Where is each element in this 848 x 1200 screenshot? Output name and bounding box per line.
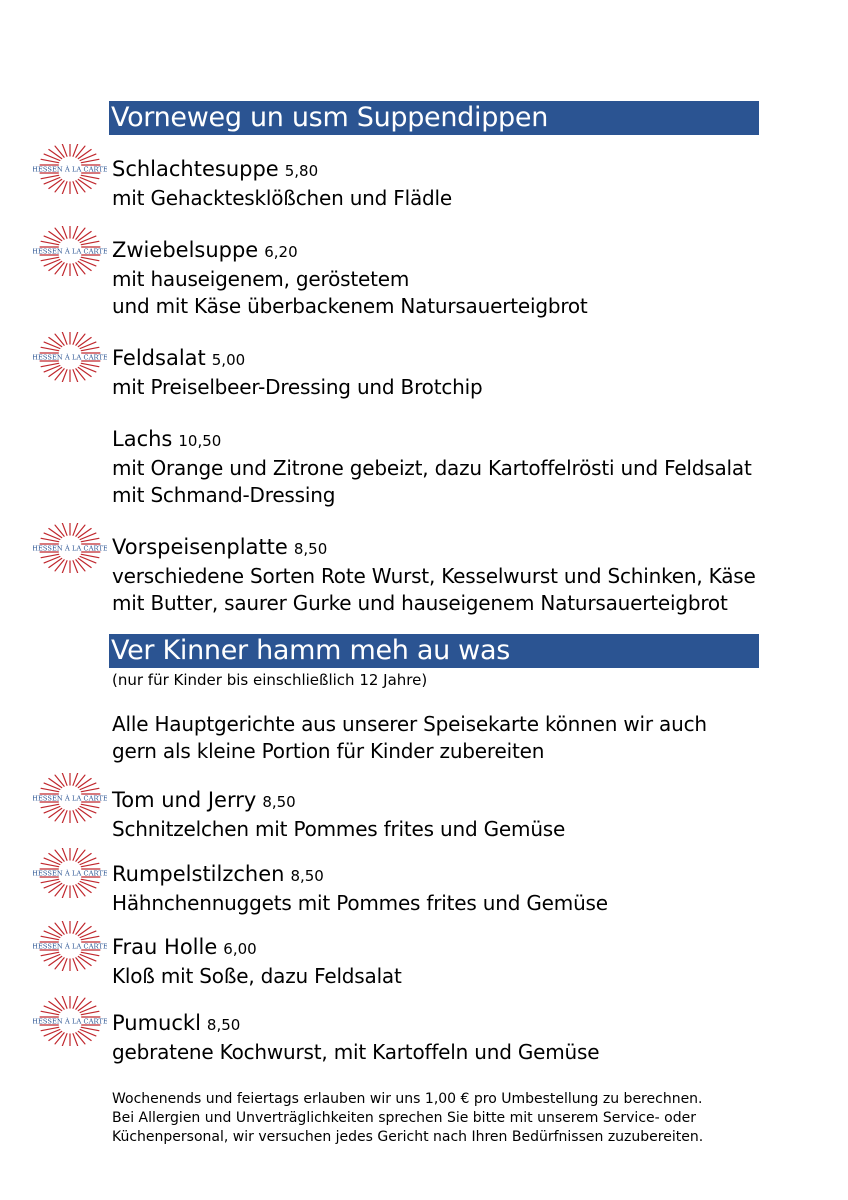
menu-item [112,1009,832,1066]
item-price: 6,00 [223,940,257,958]
footer-note [112,1090,812,1147]
item-price: 8,50 [290,867,324,885]
item-name: Vorspeisenplatte [112,535,288,559]
menu-item [112,344,832,401]
hessen-a-la-carte-logo [33,848,107,898]
item-price: 6,20 [264,243,298,261]
menu-item [112,786,832,843]
item-description: verschiedene Sorten Rote Wurst, Kesselwurst und Schinken, Käse [112,564,756,588]
hessen-a-la-carte-logo [33,921,107,971]
item-name: Zwiebelsuppe [112,238,259,262]
footer-line: Küchenpersonal, wir versuchen jedes Gericht nach Ihren Bedürfnissen zuzubereiten. [112,1129,704,1145]
hessen-a-la-carte-logo [33,523,107,573]
menu-item [112,860,832,917]
hessen-a-la-carte-logo [33,996,107,1046]
hessen-a-la-carte-logo [33,226,107,276]
hessen-a-la-carte-logo [33,773,107,823]
item-name: Feldsalat [112,346,206,370]
item-description: und mit Käse überbackenem Natursauerteigbrot [112,294,588,318]
item-description: Hähnchennuggets mit Pommes frites und Gemüse [112,891,608,915]
item-description: mit Butter, saurer Gurke und hauseigenem Natursauerteigbrot [112,591,728,615]
item-price: 5,00 [211,351,246,369]
menu-item [112,155,832,212]
item-description: mit Orange und Zitrone gebeizt, dazu Kartoffelrösti und Feldsalat [112,456,752,480]
item-description: mit Schmand-Dressing [112,483,336,507]
item-name: Tom und Jerry [112,788,257,812]
item-price: 8,50 [206,1016,241,1034]
item-name: Schlachtesuppe [112,157,279,181]
section-heading-kids: Ver Kinner hamm meh au was [109,634,759,668]
kids-age-note: (nur für Kinder bis einschließlich 12 Jahre) [112,671,428,689]
item-name: Lachs [112,427,173,451]
item-description: mit Preiselbeer-Dressing und Brotchip [112,375,483,399]
kids-intro-line: Alle Hauptgerichte aus unserer Speisekarte können wir auch [112,712,707,736]
item-name: Pumuckl [112,1011,201,1035]
hessen-a-la-carte-logo [33,144,107,194]
item-price: 10,50 [178,432,222,450]
item-description: Kloß mit Soße, dazu Feldsalat [112,964,402,988]
item-price: 8,50 [293,540,328,558]
item-name: Rumpelstilzchen [112,862,285,886]
kids-intro-line: gern als kleine Portion für Kinder zubereiten [112,739,545,763]
item-description: mit hauseigenem, geröstetem [112,267,410,291]
footer-line: Bei Allergien und Unverträglichkeiten sprechen Sie bitte mit unserem Service- oder [112,1110,696,1126]
section-heading-starters: Vorneweg un usm Suppendippen [109,101,759,135]
item-price: 8,50 [262,793,296,811]
menu-item [112,533,832,617]
footer-line: Wochenends und feiertags erlauben wir uns 1,00 € pro Umbestellung zu berechnen. [112,1091,703,1107]
item-description: mit Gehacktesklößchen und Flädle [112,186,452,210]
menu-item [112,425,832,509]
item-description: Schnitzelchen mit Pommes frites und Gemüse [112,817,566,841]
hessen-a-la-carte-logo [33,332,107,382]
menu-item [112,933,832,990]
menu-item [112,236,832,320]
item-name: Frau Holle [112,935,218,959]
item-price: 5,80 [284,162,319,180]
item-description: gebratene Kochwurst, mit Kartoffeln und Gemüse [112,1040,600,1064]
